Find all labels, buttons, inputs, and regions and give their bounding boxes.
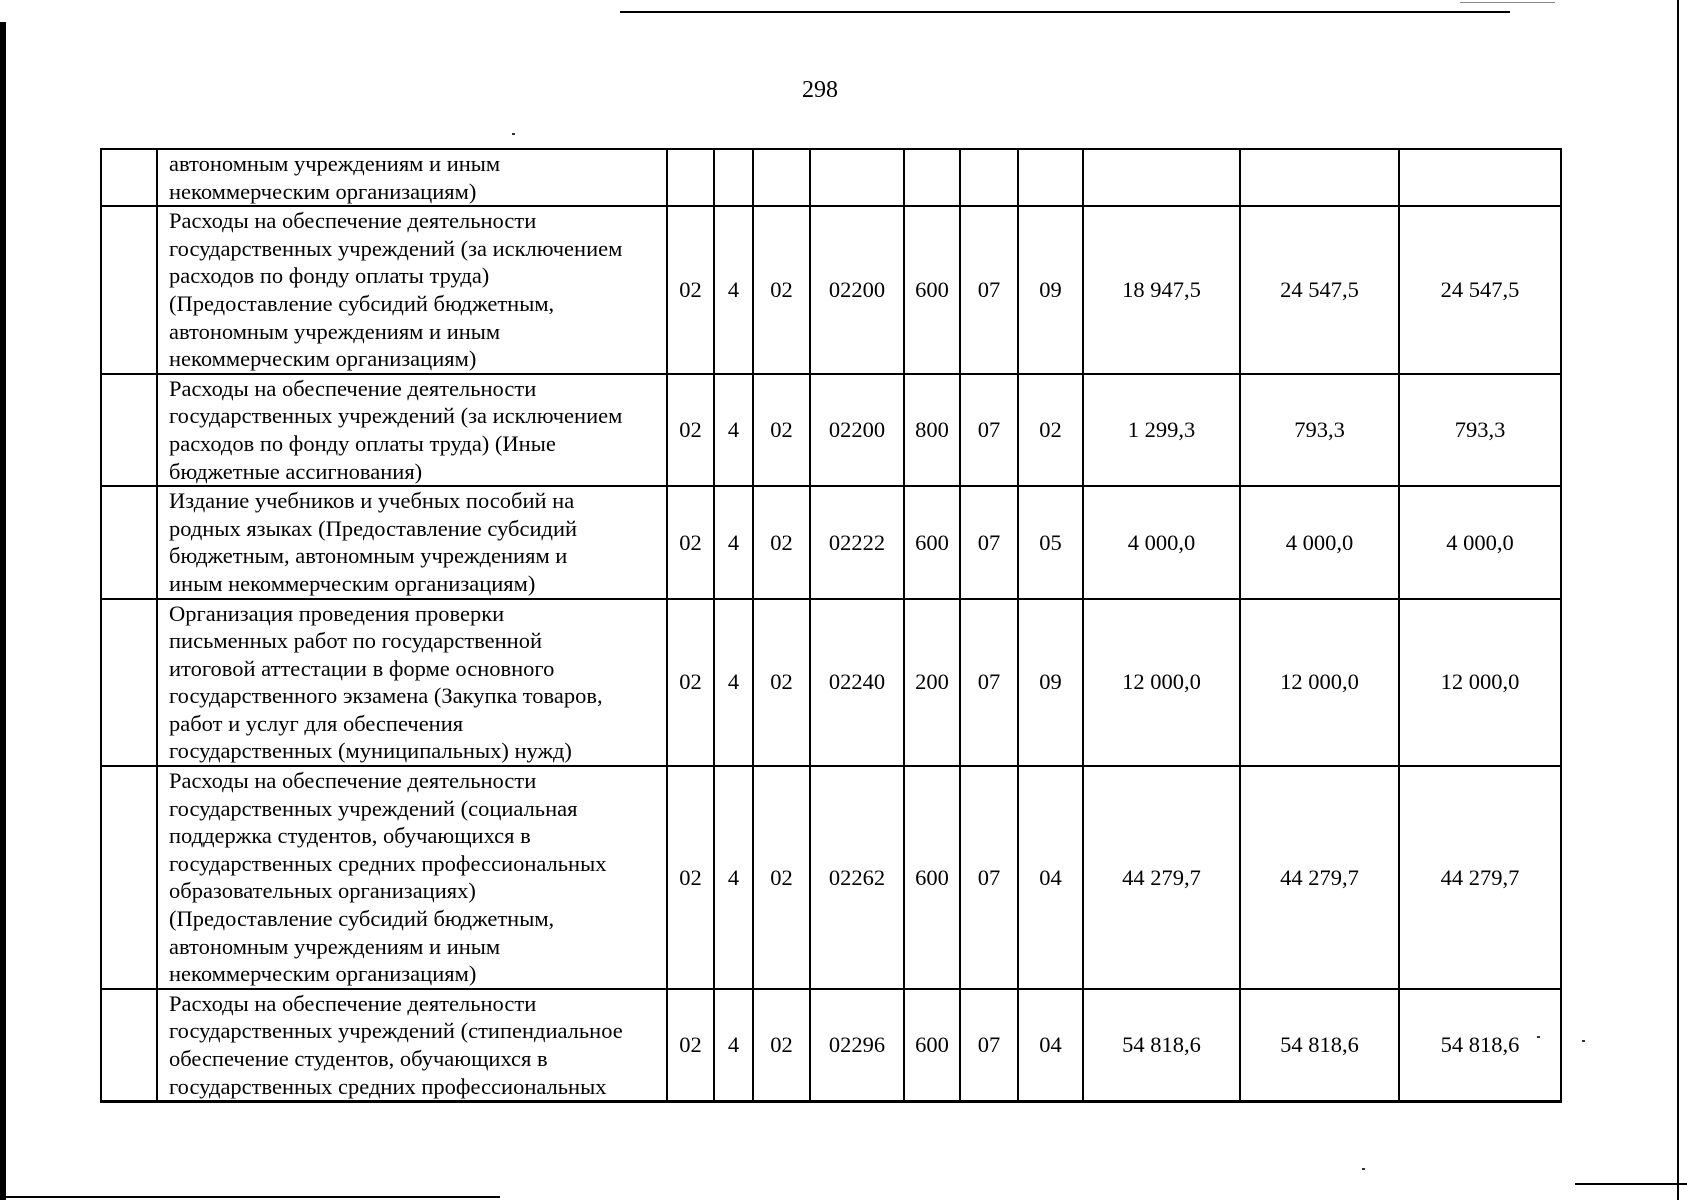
table-row <box>101 989 1561 1102</box>
amount-year-2-cell: 793,3 <box>1240 374 1399 486</box>
row-number-cell <box>101 766 157 989</box>
rz-code-cell: 07 <box>960 766 1018 989</box>
amount-year-2-cell: 24 547,5 <box>1240 206 1399 374</box>
scan-border-bottom <box>0 1196 500 1198</box>
rz-code-cell <box>960 149 1018 206</box>
direction-code-cell: 02222 <box>810 486 904 598</box>
scan-border-left <box>0 22 6 1200</box>
amount-year-2-cell: 44 279,7 <box>1240 766 1399 989</box>
description-cell: Расходы на обеспечение деятельности государственных учреждений (за исключением расходов по фонду оплаты труда) (Иные бюджетные ассигнования) <box>157 374 667 486</box>
gp-code-cell: 02 <box>667 766 714 989</box>
pp-code-cell: 4 <box>714 989 753 1102</box>
amount-year-3-cell: 44 279,7 <box>1399 766 1561 989</box>
pr-code-cell: 09 <box>1018 599 1083 767</box>
description-cell: Расходы на обеспечение деятельности государственных учреждений (за исключением расходов по фонду оплаты труда) (Предоставление субсидий бюджетным, автономным учреждениям и иным некоммерческим организациям) <box>157 206 667 374</box>
scan-border-top-faint <box>1460 2 1555 3</box>
scan-speck <box>1362 1168 1365 1170</box>
gp-code-cell <box>667 149 714 206</box>
rz-code-cell: 07 <box>960 374 1018 486</box>
amount-year-1-cell: 54 818,6 <box>1083 989 1240 1102</box>
amount-year-3-cell: 24 547,5 <box>1399 206 1561 374</box>
gp-code-cell: 02 <box>667 206 714 374</box>
pr-code-cell: 05 <box>1018 486 1083 598</box>
rz-code-cell: 07 <box>960 989 1018 1102</box>
vr-code-cell: 600 <box>904 206 960 374</box>
direction-code-cell: 02296 <box>810 989 904 1102</box>
description-cell: Расходы на обеспечение деятельности государственных учреждений (социальная поддержка студентов, обучающихся в государственных средних профессиональных образовательных организациях) (Предоставление субсидий бюджетным, автономным учреждениям и иным некоммерческим организациям) <box>157 766 667 989</box>
table-row <box>101 766 1561 989</box>
table-row <box>101 149 1561 206</box>
page-number: 298 <box>802 77 838 103</box>
amount-year-3-cell: 12 000,0 <box>1399 599 1561 767</box>
vr-code-cell: 800 <box>904 374 960 486</box>
pr-code-cell: 09 <box>1018 206 1083 374</box>
description-cell: Расходы на обеспечение деятельности государственных учреждений (стипендиальное обеспечение студентов, обучающихся в государственных средних профессиональных <box>157 989 667 1102</box>
scan-border-right <box>1677 0 1679 1200</box>
om-code-cell: 02 <box>753 374 810 486</box>
description-cell: Организация проведения проверки письменных работ по государственной итоговой аттестации в форме основного государственного экзамена (Закупка товаров, работ и услуг для обеспечения государственных (муниципальных) нужд) <box>157 599 667 767</box>
direction-code-cell <box>810 149 904 206</box>
om-code-cell: 02 <box>753 989 810 1102</box>
vr-code-cell: 600 <box>904 486 960 598</box>
vr-code-cell: 600 <box>904 989 960 1102</box>
direction-code-cell: 02262 <box>810 766 904 989</box>
row-number-cell <box>101 149 157 206</box>
om-code-cell: 02 <box>753 599 810 767</box>
gp-code-cell: 02 <box>667 599 714 767</box>
row-number-cell <box>101 374 157 486</box>
amount-year-3-cell: 54 818,6 <box>1399 989 1561 1102</box>
pp-code-cell: 4 <box>714 374 753 486</box>
pr-code-cell: 02 <box>1018 374 1083 486</box>
rz-code-cell: 07 <box>960 599 1018 767</box>
table-row <box>101 599 1561 767</box>
amount-year-2-cell: 12 000,0 <box>1240 599 1399 767</box>
rz-code-cell: 07 <box>960 486 1018 598</box>
pp-code-cell <box>714 149 753 206</box>
gp-code-cell: 02 <box>667 989 714 1102</box>
budget-table <box>100 148 1562 1103</box>
amount-year-1-cell: 18 947,5 <box>1083 206 1240 374</box>
om-code-cell: 02 <box>753 206 810 374</box>
scan-border-bottom-right <box>1575 1183 1687 1185</box>
scan-speck <box>512 133 515 135</box>
row-number-cell <box>101 486 157 598</box>
description-cell: автономным учреждениям и иным некоммерческим организациям) <box>157 149 667 206</box>
gp-code-cell: 02 <box>667 374 714 486</box>
pr-code-cell: 04 <box>1018 766 1083 989</box>
pp-code-cell: 4 <box>714 766 753 989</box>
vr-code-cell: 600 <box>904 766 960 989</box>
amount-year-2-cell: 4 000,0 <box>1240 486 1399 598</box>
amount-year-1-cell: 1 299,3 <box>1083 374 1240 486</box>
scan-speck <box>1582 1040 1585 1042</box>
rz-code-cell: 07 <box>960 206 1018 374</box>
amount-year-3-cell: 793,3 <box>1399 374 1561 486</box>
direction-code-cell: 02240 <box>810 599 904 767</box>
om-code-cell: 02 <box>753 766 810 989</box>
scan-border-top <box>620 11 1510 13</box>
amount-year-3-cell: 4 000,0 <box>1399 486 1561 598</box>
row-number-cell <box>101 206 157 374</box>
direction-code-cell: 02200 <box>810 374 904 486</box>
vr-code-cell <box>904 149 960 206</box>
description-cell: Издание учебников и учебных пособий на родных языках (Предоставление субсидий бюджетным, автономным учреждениям и иным некоммерческим организациям) <box>157 486 667 598</box>
pp-code-cell: 4 <box>714 599 753 767</box>
table-row <box>101 206 1561 374</box>
om-code-cell <box>753 149 810 206</box>
row-number-cell <box>101 599 157 767</box>
amount-year-1-cell: 12 000,0 <box>1083 599 1240 767</box>
pr-code-cell: 04 <box>1018 989 1083 1102</box>
amount-year-3-cell <box>1399 149 1561 206</box>
amount-year-1-cell: 44 279,7 <box>1083 766 1240 989</box>
row-number-cell <box>101 989 157 1102</box>
om-code-cell: 02 <box>753 486 810 598</box>
gp-code-cell: 02 <box>667 486 714 598</box>
pr-code-cell <box>1018 149 1083 206</box>
direction-code-cell: 02200 <box>810 206 904 374</box>
amount-year-1-cell: 4 000,0 <box>1083 486 1240 598</box>
pp-code-cell: 4 <box>714 206 753 374</box>
amount-year-2-cell <box>1240 149 1399 206</box>
amount-year-2-cell: 54 818,6 <box>1240 989 1399 1102</box>
table-row <box>101 374 1561 486</box>
pp-code-cell: 4 <box>714 486 753 598</box>
amount-year-1-cell <box>1083 149 1240 206</box>
vr-code-cell: 200 <box>904 599 960 767</box>
table-row <box>101 486 1561 598</box>
